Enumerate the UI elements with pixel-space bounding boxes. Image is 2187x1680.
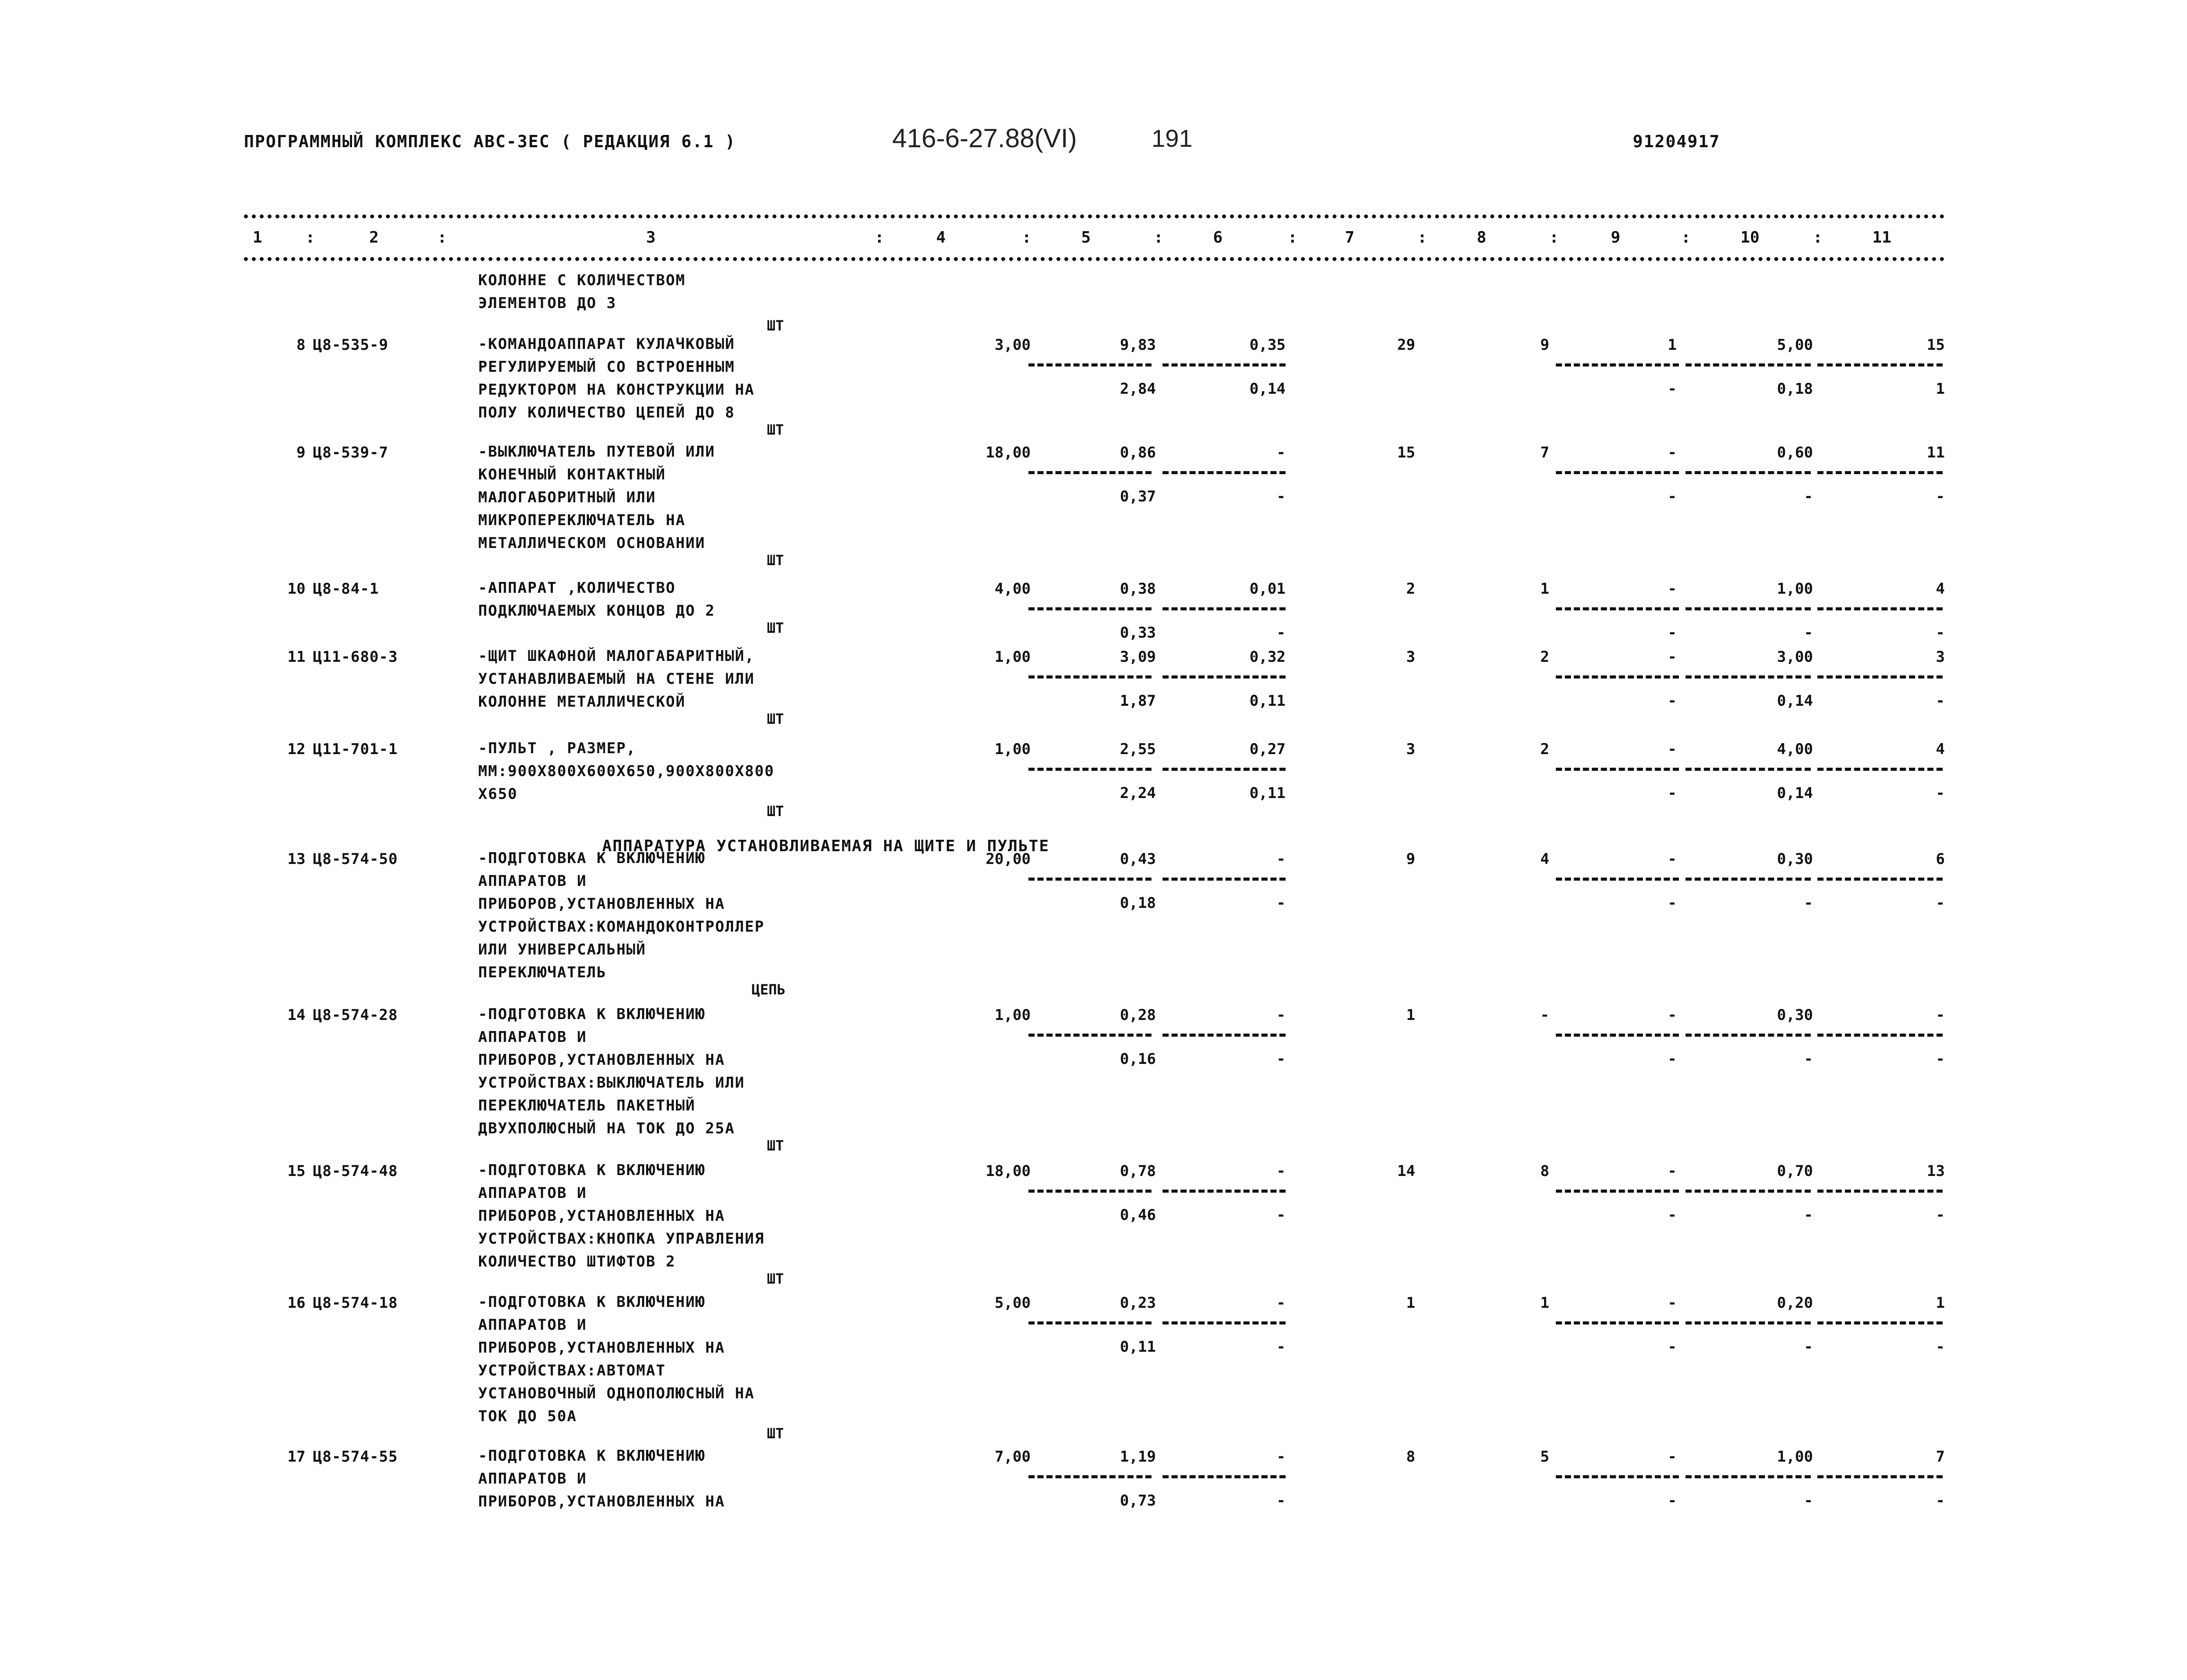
cell-c6: - [1276,1006,1286,1024]
dash-separator [1028,1034,1152,1037]
cell-c4: 18,00 [985,444,1031,461]
row-code: Ц8-574-50 [313,850,398,868]
cell-c6-sub: - [1276,1492,1286,1509]
col-separator: : [1417,229,1427,247]
row-code: Ц8-574-48 [313,1162,398,1180]
row-code: Ц8-84-1 [313,580,379,598]
cell-c11: 3 [1936,648,1945,666]
dash-separator [1028,1321,1152,1324]
cell-c8: - [1540,1006,1549,1024]
dash-separator [1686,1475,1811,1478]
row-code: Ц8-574-28 [313,1006,398,1024]
row-description: -ПОДГОТОВКА К ВКЛЮЧЕНИЮ АППАРАТОВ И ПРИБОРОВ,УСТАНОВЛЕННЫХ НА УСТРОЙСТВАХ:КОМАНДОКОНТРОЛЛЕР ИЛИ УНИВЕРСАЛЬНЫЙ ПЕРЕКЛЮЧАТЕЛЬ [478,849,765,981]
dash-separator [1817,607,1943,610]
cell-c5-sub: 0,46 [1120,1206,1156,1224]
cell-c10-sub: 0,14 [1777,784,1813,802]
cell-c9: - [1667,1294,1677,1312]
row-number: 11 [287,648,305,666]
cell-c5: 0,86 [1120,444,1156,461]
row-code: Ц11-701-1 [313,740,398,758]
cell-c5-sub: 0,11 [1120,1338,1156,1356]
cell-c10: 0,30 [1777,1006,1813,1024]
row-unit: ШТ [767,711,784,727]
cell-c10-sub: - [1804,1492,1813,1509]
dash-separator [1556,1475,1679,1478]
dash-separator [1686,878,1811,881]
col-separator: : [1813,229,1823,247]
cell-c11-sub: - [1936,692,1945,710]
cell-c6-sub: - [1276,894,1286,912]
row-description: -ПОДГОТОВКА К ВКЛЮЧЕНИЮ АППАРАТОВ И ПРИБОРОВ,УСТАНОВЛЕННЫХ НА УСТРОЙСТВАХ:КНОПКА УПРАВЛЕНИЯ КОЛИЧЕСТВО ШТИФТОВ 2 [478,1161,765,1270]
cell-c5-sub: 0,18 [1120,894,1156,912]
dash-separator [1163,675,1286,679]
dash-separator [1817,1034,1943,1037]
cell-c9: - [1667,444,1677,461]
cell-c9-sub: - [1667,784,1677,802]
cell-c8: 2 [1540,648,1549,666]
row-code: Ц11-680-3 [313,648,398,666]
row-description: -ПОДГОТОВКА К ВКЛЮЧЕНИЮ АППАРАТОВ И ПРИБОРОВ,УСТАНОВЛЕННЫХ НА УСТРОЙСТВАХ:ВЫКЛЮЧАТЕЛЬ ИЛИ ПЕРЕКЛЮЧАТЕЛЬ ПАКЕТНЫЙ ДВУХПОЛЮСНЫЙ НА ТОК ДО 25А [478,1005,745,1137]
cell-c7: 2 [1406,580,1415,598]
cell-c11-sub: - [1936,1206,1945,1224]
col-8: 8 [1477,229,1486,247]
cell-c10-sub: 0,14 [1777,692,1813,710]
col-separator: : [1549,229,1559,247]
cell-c11-sub: - [1936,624,1945,642]
cell-c6: - [1276,1294,1286,1312]
doc-code: 416-6-27.88(VI) [892,123,1077,153]
cell-c10-sub: - [1804,1338,1813,1356]
dash-separator [1556,363,1679,366]
cell-c4: 4,00 [995,580,1031,598]
dash-separator [1163,1034,1286,1037]
dash-separator [1686,363,1811,366]
dash-separator [1686,471,1811,474]
cell-c6: - [1276,1448,1286,1466]
row-number: 12 [287,740,305,758]
cell-c4: 20,00 [985,850,1031,868]
cell-c8: 5 [1540,1448,1549,1466]
cell-c6: 0,32 [1250,648,1286,666]
dash-separator [1163,607,1286,610]
dash-separator [1817,1475,1943,1478]
cell-c9-sub: - [1667,1206,1677,1224]
dash-separator [1556,1034,1679,1037]
col-7: 7 [1345,229,1355,247]
cell-c4: 5,00 [995,1294,1031,1312]
cell-c4: 1,00 [995,1006,1031,1024]
col-separator: : [1022,229,1032,247]
col-separator: : [1154,229,1163,247]
cell-c4: 1,00 [995,648,1031,666]
row-unit: ШТ [767,1137,784,1154]
cell-c9: - [1667,580,1677,598]
row-unit: ШТ [767,620,784,636]
dash-separator [1556,607,1679,610]
cell-c5-sub: 2,24 [1120,784,1156,802]
dash-separator [1163,1475,1286,1478]
cell-c10: 0,70 [1777,1162,1813,1180]
cell-c10-sub: - [1804,1206,1813,1224]
cell-c7: 9 [1406,850,1415,868]
cell-c4: 7,00 [995,1448,1031,1466]
row-unit: ШТ [767,552,784,569]
row-description: -КОМАНДОАППАРАТ КУЛАЧКОВЫЙ РЕГУЛИРУЕМЫЙ СО ВСТРОЕННЫМ РЕДУКТОРОМ НА КОНСТРУКЦИИ НА ПОЛУ КОЛИЧЕСТВО ЦЕПЕЙ ДО 8 [478,335,755,421]
cell-c4: 1,00 [995,740,1031,758]
cell-c5-sub: 1,87 [1120,692,1156,710]
cell-c8: 2 [1540,740,1549,758]
cell-c6-sub: - [1276,488,1286,505]
cell-c8: 1 [1540,580,1549,598]
section-title: АППАРАТУРА УСТАНОВЛИВАЕМАЯ НА ЩИТЕ И ПУЛЬТЕ [602,837,1050,855]
cell-c11-sub: - [1936,1492,1945,1509]
cell-c8: 4 [1540,850,1549,868]
cell-c11-sub: 1 [1936,380,1945,398]
col-6: 6 [1213,229,1223,247]
row-unit: ШТ [767,803,784,820]
col-9: 9 [1611,229,1620,247]
cell-c7: 1 [1406,1006,1415,1024]
row-number: 16 [287,1294,305,1312]
dash-separator [1686,1034,1811,1037]
cell-c10-sub: - [1804,894,1813,912]
cell-c11: 4 [1936,580,1945,598]
cell-c9-sub: - [1667,488,1677,505]
continuation-unit: ШТ [767,317,784,334]
cell-c9: - [1667,740,1677,758]
dash-separator [1163,363,1286,366]
row-number: 13 [287,850,305,868]
row-description: -АППАРАТ ,КОЛИЧЕСТВО ПОДКЛЮЧАЕМЫХ КОНЦОВ ДО 2 [478,579,716,620]
cell-c6-sub: 0,11 [1250,692,1286,710]
cell-c10-sub: - [1804,488,1813,505]
cell-c10: 0,60 [1777,444,1813,461]
dash-separator [1817,675,1943,679]
cell-c11-sub: - [1936,1050,1945,1068]
cell-c6: - [1276,444,1286,461]
header-rule-top [244,214,1945,218]
cell-c5: 9,83 [1120,336,1156,354]
dash-separator [1028,768,1152,771]
row-number: 15 [287,1162,305,1180]
cell-c5: 0,28 [1120,1006,1156,1024]
cell-c10-sub: - [1804,1050,1813,1068]
code-number: 91204917 [1633,132,1721,151]
row-description: -ПУЛЬТ , РАЗМЕР, ММ:900Х800Х600Х650,900Х800Х800 Х650 [478,740,775,803]
cell-c11-sub: - [1936,488,1945,505]
cell-c10: 5,00 [1777,336,1813,354]
dash-separator [1556,1190,1679,1193]
row-description: -ЩИТ ШКАФНОЙ МАЛОГАБАРИТНЫЙ, УСТАНАВЛИВАЕМЫЙ НА СТЕНЕ ИЛИ КОЛОННЕ МЕТАЛЛИЧЕСКОЙ [478,647,755,711]
col-10: 10 [1740,229,1760,247]
cell-c11-sub: - [1936,784,1945,802]
row-code: Ц8-535-9 [313,336,389,354]
cell-c9: 1 [1667,336,1677,354]
cell-c5-sub: 0,33 [1120,624,1156,642]
cell-c10: 3,00 [1777,648,1813,666]
cell-c10: 1,00 [1777,1448,1813,1466]
dash-separator [1686,768,1811,771]
cell-c6: 0,35 [1250,336,1286,354]
cell-c6: 0,27 [1250,740,1286,758]
cell-c9-sub: - [1667,1338,1677,1356]
page-number: 191 [1152,124,1193,152]
cell-c11: 7 [1936,1448,1945,1466]
dash-separator [1817,471,1943,474]
cell-c6-sub: - [1276,1050,1286,1068]
cell-c11: 4 [1936,740,1945,758]
cell-c5-sub: 2,84 [1120,380,1156,398]
col-separator: : [305,229,315,247]
cell-c9-sub: - [1667,692,1677,710]
cell-c9-sub: - [1667,894,1677,912]
cell-c7: 15 [1397,444,1415,461]
dash-separator [1556,471,1679,474]
row-code: Ц8-539-7 [313,444,389,461]
cell-c11-sub: - [1936,1338,1945,1356]
col-separator: : [437,229,447,247]
cell-c7: 3 [1406,648,1415,666]
dash-separator [1028,607,1152,610]
cell-c4: 3,00 [995,336,1031,354]
header-rule-bottom [244,257,1945,261]
cell-c10: 0,20 [1777,1294,1813,1312]
row-number: 9 [296,444,305,461]
row-code: Ц8-574-18 [313,1294,398,1312]
cell-c11: 13 [1927,1162,1945,1180]
cell-c7: 3 [1406,740,1415,758]
cell-c9: - [1667,1448,1677,1466]
cell-c7: 1 [1406,1294,1415,1312]
cell-c6: 0,01 [1250,580,1286,598]
cell-c9: - [1667,648,1677,666]
col-4: 4 [936,229,946,247]
program-title: ПРОГРАММНЫЙ КОМПЛЕКС АВС-3ЕС ( РЕДАКЦИЯ 6.1 ) [244,132,736,151]
cell-c11: 6 [1936,850,1945,868]
col-3: 3 [646,229,656,247]
dash-separator [1686,1321,1811,1324]
dash-separator [1163,878,1286,881]
cell-c10: 4,00 [1777,740,1813,758]
cell-c7: 8 [1406,1448,1415,1466]
continuation-desc: КОЛОННЕ С КОЛИЧЕСТВОМ ЭЛЕМЕНТОВ ДО 3 [478,272,686,312]
dash-separator [1163,768,1286,771]
cell-c6-sub: - [1276,1338,1286,1356]
dash-separator [1163,471,1286,474]
dash-separator [1686,1190,1811,1193]
row-unit: ЦЕПЬ [752,981,786,998]
cell-c11: 15 [1927,336,1945,354]
col-1: 1 [253,229,262,247]
row-number: 8 [296,336,305,354]
dash-separator [1028,878,1152,881]
row-description: -ПОДГОТОВКА К ВКЛЮЧЕНИЮ АППАРАТОВ И ПРИБОРОВ,УСТАНОВЛЕННЫХ НА [478,1447,725,1510]
cell-c6: - [1276,1162,1286,1180]
cell-c11: 1 [1936,1294,1945,1312]
dash-separator [1817,1190,1943,1193]
cell-c6-sub: - [1276,624,1286,642]
cell-c11: - [1936,1006,1945,1024]
cell-c10: 0,30 [1777,850,1813,868]
row-code: Ц8-574-55 [313,1448,398,1466]
cell-c5: 1,19 [1120,1448,1156,1466]
row-number: 10 [287,580,305,598]
col-separator: : [875,229,884,247]
dash-separator [1817,363,1943,366]
cell-c9-sub: - [1667,624,1677,642]
dash-separator [1163,1190,1286,1193]
cell-c9: - [1667,1006,1677,1024]
cell-c6-sub: 0,11 [1250,784,1286,802]
dash-separator [1817,878,1943,881]
cell-c4: 18,00 [985,1162,1031,1180]
cell-c8: 8 [1540,1162,1549,1180]
cell-c8: 1 [1540,1294,1549,1312]
cell-c9: - [1667,1162,1677,1180]
row-description: -ВЫКЛЮЧАТЕЛЬ ПУТЕВОЙ ИЛИ КОНЕЧНЫЙ КОНТАКТНЫЙ МАЛОГАБОРИТНЫЙ ИЛИ МИКРОПЕРЕКЛЮЧАТЕЛЬ НА МЕТАЛЛИЧЕСКОМ ОСНОВАНИИ [478,443,716,552]
dash-separator [1686,607,1811,610]
row-unit: ШТ [767,421,784,438]
cell-c8: 9 [1540,336,1549,354]
cell-c6-sub: - [1276,1206,1286,1224]
dash-separator [1817,768,1943,771]
row-number: 17 [287,1448,305,1466]
cell-c7: 29 [1397,336,1415,354]
col-separator: : [1288,229,1297,247]
cell-c5-sub: 0,16 [1120,1050,1156,1068]
cell-c10-sub: - [1804,624,1813,642]
cell-c5: 0,23 [1120,1294,1156,1312]
dash-separator [1686,675,1811,679]
dash-separator [1028,1475,1152,1478]
dash-separator [1556,675,1679,679]
dash-separator [1028,1190,1152,1193]
cell-c7: 14 [1397,1162,1415,1180]
row-number: 14 [287,1006,305,1024]
col-2: 2 [369,229,379,247]
col-separator: : [1681,229,1691,247]
dash-separator [1556,768,1679,771]
cell-c10: 1,00 [1777,580,1813,598]
cell-c9-sub: - [1667,380,1677,398]
dash-separator [1556,878,1679,881]
cell-c5: 3,09 [1120,648,1156,666]
dash-separator [1028,675,1152,679]
cell-c9: - [1667,850,1677,868]
col-5: 5 [1081,229,1091,247]
col-11: 11 [1872,229,1892,247]
cell-c6-sub: 0,14 [1250,380,1286,398]
row-unit: ШТ [767,1270,784,1287]
cell-c5: 0,38 [1120,580,1156,598]
cell-c10-sub: 0,18 [1777,380,1813,398]
cell-c5-sub: 0,73 [1120,1492,1156,1509]
cell-c8: 7 [1540,444,1549,461]
cell-c5-sub: 0,37 [1120,488,1156,505]
dash-separator [1163,1321,1286,1324]
dash-separator [1817,1321,1943,1324]
cell-c5: 2,55 [1120,740,1156,758]
cell-c9-sub: - [1667,1492,1677,1509]
cell-c11: 11 [1927,444,1945,461]
cell-c6: - [1276,850,1286,868]
cell-c11-sub: - [1936,894,1945,912]
dash-separator [1028,471,1152,474]
row-description: -ПОДГОТОВКА К ВКЛЮЧЕНИЮ АППАРАТОВ И ПРИБОРОВ,УСТАНОВЛЕННЫХ НА УСТРОЙСТВАХ:АВТОМАТ УСТАНОВОЧНЫЙ ОДНОПОЛЮСНЫЙ НА ТОК ДО 50А [478,1293,755,1425]
cell-c5: 0,78 [1120,1162,1156,1180]
cell-c5: 0,43 [1120,850,1156,868]
row-unit: ШТ [767,1425,784,1442]
cell-c9-sub: - [1667,1050,1677,1068]
dash-separator [1556,1321,1679,1324]
dash-separator [1028,363,1152,366]
